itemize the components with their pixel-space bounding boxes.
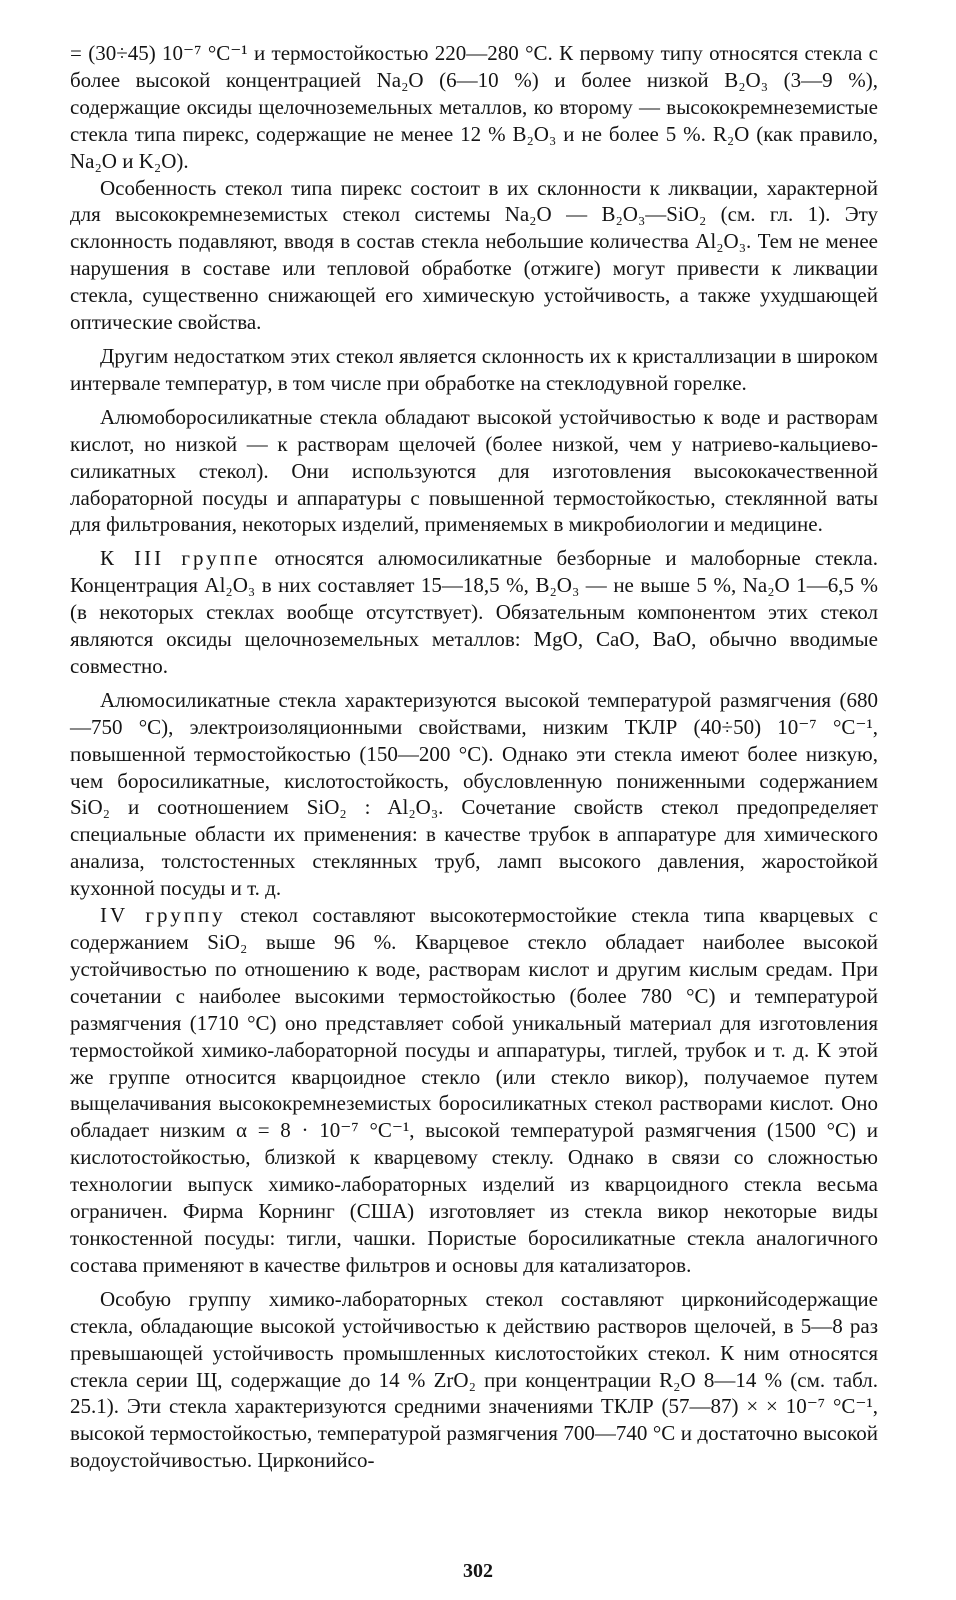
group-three-lead: К III группе	[100, 546, 261, 571]
page-number: 302	[463, 1560, 493, 1582]
group-four-lead: IV группу	[100, 903, 226, 928]
paragraph-group-four	[70, 902, 878, 1279]
paragraph-crystallization: Другим недостатком этих стекол является склонность их к кристаллизации в широком интервале температур, в том числе при обработке на стеклодувной горелке.	[70, 343, 878, 395]
group-four-text: стекол составляют высокотермостойкие стекла типа кварцевых с содержанием SiO₂ выше 96 %. Кварцевое стекло обладает наиболее высокой устойчивостью по отношению к воде, растворам кислот и другим кислым средам. При сочетании с наиболее высокими термостойкостью (более 780 °C) и температурой размягчения (1710 °C) оно представляет собой уникальный материал для изготовления термостойкой химико-лабораторной посуды и аппаратуры, тиглей, трубок и т. д. К этой же группе относится кварцоидное стекло (или стекло викор), получаемое путем выщелачивания высококремнеземистых боросиликатных стекол растворами кислот. Оно обладает низким α = 8 · 10⁻⁷ °C⁻¹, высокой температурой размягчения (1500 °C) и кислотостойкостью, близкой к кварцевому стеклу. Однако в связи со сложностью технологии выпуск химико-лабораторных изделий из кварцоидного стекла весьма ограничен. Фирма Корнинг (США) изготовляет из стекла викор некоторые виды тонкостенной посуды: тигли, чашки. Пористые боросиликатные стекла аналогичного состава применяют в качестве фильтров и основы для катализаторов.	[70, 903, 878, 1277]
paragraph-aluminosilicate-properties: Алюмосиликатные стекла характеризуются высокой температурой размягчения (680—750 °C), электроизоляционными свойствами, низким ТКЛР (40÷50) 10⁻⁷ °C⁻¹, повышенной термостойкостью (150—200 °C). Однако эти стекла имеют более низкую, чем боросиликатные, кислотостойкость, обусловленную пониженными содержанием SiO₂ и соотношением SiO₂ : Al₂O₃. Сочетание свойств стекол предопределяет специальные области их применения: в качестве трубок в аппаратуре для химического анализа, толстостенных стеклянных труб, ламп высокого давления, жаростойкой кухонной посуды и т. д.	[70, 687, 878, 901]
page-body	[70, 40, 878, 1474]
paragraph-continuation: = (30÷45) 10⁻⁷ °C⁻¹ и термостойкостью 220—280 °C. К первому типу относятся стекла с более высокой концентрацией Na₂O (6—10 %) и более низкой B₂O₃ (3—9 %), содержащие оксиды щелочноземельных металлов, ко второму — высококремнеземистые стекла типа пирекс, содержащие не менее 12 % B₂O₃ и не более 5 %. R₂O (как правило, Na₂O и K₂O).	[70, 41, 878, 173]
group-three-text: относятся алюмосиликатные безборные и малоборные стекла. Концентрация Al₂O₃ в них составляет 15—18,5 %, B₂O₃ — не выше 5 %, Na₂O 1—6,5 % (в некоторых стеклах вообще отсутствует). Обязательным компонентом этих стекол являются оксиды щелочноземельных металлов: MgO, CaO, BaO, обычно вводимые совместно.	[70, 546, 878, 678]
paragraph-pyrex-liquation: Особенность стекол типа пирекс состоит в их склонности к ликвации, характерной для высококремнеземистых стекол системы Na₂O — B₂O₃—SiO₂ (см. гл. 1). Эту склонность подавляют, вводя в состав стекла небольшие количества Al₂O₃. Тем не менее нарушения в составе или тепловой обработке (отжиге) могут привести к ликвации стекла, существенно снижающей его химическую устойчивость, а также ухудшающей оптические свойства.	[70, 175, 878, 335]
paragraph-aluminoborosilicate: Алюмоборосиликатные стекла обладают высокой устойчивостью к воде и растворам кислот, но низкой — к растворам щелочей (более низкой, чем у натриево-кальциево-силикатных стекол). Они используются для изготовления высококачественной лабораторной посуды и аппаратуры с повышенной термостойкостью, стеклянной ваты для фильтрования, некоторых изделий, применяемых в микробиологии и медицине.	[70, 404, 878, 537]
paragraph-zirconium-glasses: Особую группу химико-лабораторных стекол составляют цирконийсодержащие стекла, обладающие высокой устойчивостью к действию растворов щелочей, в 5—8 раз превышающей устойчивость промышленных кислотостойких стекол. К ним относятся стекла серии Щ, содержащие до 14 % ZrO₂ при концентрации R₂O 8—14 % (см. табл. 25.1). Эти стекла характеризуются средними значениями ТКЛР (57—87) × × 10⁻⁷ °C⁻¹, высокой термостойкостью, температурой размягчения 700—740 °C и достаточно высокой водоустойчивостью. Цирконийсо-	[70, 1286, 878, 1473]
paragraph-group-three	[70, 545, 878, 680]
